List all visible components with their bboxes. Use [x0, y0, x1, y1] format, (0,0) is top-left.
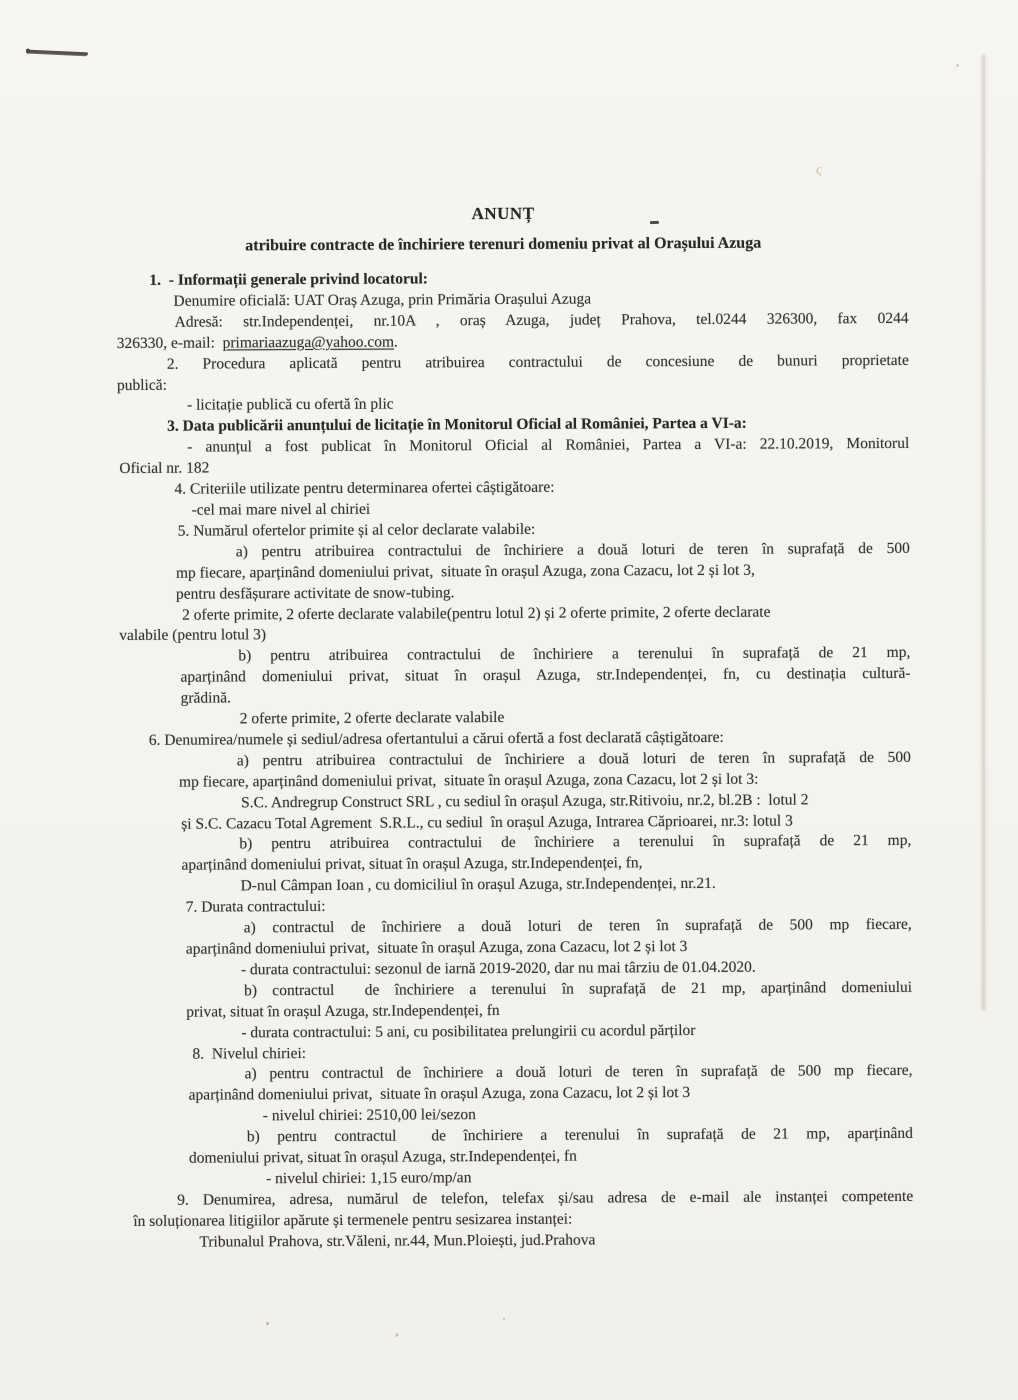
document-title: ANUNȚ [471, 203, 535, 224]
doc-line: 6. Denumirea/numele și sediul/adresa ofertantului a cărui ofertă a fost declarată câștigătoare: [148, 728, 724, 749]
doc-line: 2 oferte primite, 2 oferte declarate valabile [239, 709, 505, 728]
doc-line: Oficial nr. 182 [119, 459, 210, 478]
doc-line: b) pentru contractul de închiriere a terenului în suprafață de 21 mp, aparținând [246, 1124, 913, 1146]
scan-speck [503, 1318, 505, 1320]
doc-line: 1. - Informații generale privind locatorul: [149, 270, 428, 289]
doc-line: b) pentru atribuirea contractului de închiriere a terenului în suprafață de 21 mp, [238, 644, 911, 665]
doc-line: 2. Procedura aplicată pentru atribuirea contractului de concesiune de bunuri proprietate [166, 351, 909, 373]
doc-line: 9. Denumirea, adresa, numărul de telefon, telefax și/sau adresa de e-mail ale instanței competente [177, 1187, 914, 1209]
doc-line: 5. Numărul ofertelor primite și al celor declarate valabile: [177, 520, 536, 540]
doc-line: -cel mai mare nivel al chiriei [191, 500, 371, 519]
doc-line: S.C. Andregrup Construct SRL , cu sediul în orașul Azuga, str.Ritivoiu, nr.2, bl.2B : lotul 2 [241, 791, 809, 812]
doc-line: - durata contractului: sezonul de iarnă 2019-2020, dar nu mai târziu de 01.04.2020. [240, 958, 756, 979]
doc-line: domeniului privat, situat în orașul Azuga, str.Independenței, fn [188, 1147, 577, 1167]
doc-line: grădină. [180, 689, 231, 707]
doc-line: aparținând domeniului privat, situate în orașul Azuga, zona Cazacu, lot 2 și lot 3 [188, 1084, 691, 1104]
email-address: primariaazuga@yahoo.com [222, 333, 395, 352]
doc-line: a) pentru atribuirea contractului de închiriere a două loturi de teren în suprafață de 500 [236, 748, 911, 770]
doc-line: 3. Data publicării anunțului de licitație în Monitorul Oficial al României, Partea a VI-a: [167, 415, 747, 436]
doc-line: - nivelul chiriei: 2510,00 lei/sezon [262, 1106, 476, 1125]
scan-speck [956, 64, 959, 67]
doc-line: - nivelul chiriei: 1,15 euro/mp/an [266, 1169, 472, 1188]
doc-line: D-nul Câmpan Ioan , cu domiciliul în orașul Azuga, str.Independenței, nr.21. [240, 875, 716, 895]
doc-line: a) pentru atribuirea contractului de închiriere a două loturi de teren în suprafață de 500 [235, 539, 910, 561]
email-line-prefix: 326330, e-mail: [116, 334, 223, 352]
doc-line: mp fiecare, aparținând domeniului privat, situate în orașul Azuga, zona Cazacu, lot 2 și lot 3: [178, 770, 759, 791]
document-subtitle: atribuire contracte de închiriere terenuri domeniu privat al Orașului Azuga [245, 234, 762, 255]
doc-line: aparținând domeniului privat, situat în orașul Azuga, str.Independenței, fn, cu destinația cultură- [180, 665, 911, 686]
doc-line: - anunțul a fost publicat în Monitorul Oficial al României, Partea a VI-a: 22.10.2019, Monitorul [187, 435, 910, 456]
doc-line: privat, situat în orașul Azuga, str.Independenței, fn [186, 1001, 500, 1021]
doc-line: Denumire oficială: UAT Oraș Azuga, prin Primăria Orașului Azuga [173, 290, 592, 310]
doc-line: 4. Criteriile utilizate pentru determinarea ofertei câștigătoare: [174, 478, 555, 498]
doc-line: 7. Durata contractului: [185, 898, 326, 916]
doc-line: - licitație publică cu ofertă în plic [187, 395, 394, 415]
scan-speck [395, 1333, 399, 1337]
doc-line: și S.C. Cazacu Total Agrement S.R.L., cu sediul în orașul Azuga, Intrarea Căprioarei, nr.3: lotul 3 [181, 812, 793, 833]
doc-line: 2 oferte primite, 2 oferte declarate valabile(pentru lotul 2) și 2 oferte primite, 2 oferte declarate [182, 603, 771, 624]
doc-line: a) contractul de închiriere a două loturi de teren în suprafață de 500 mp fiecare, [243, 915, 912, 937]
doc-line: a) pentru contractul de închiriere a două loturi de teren în suprafață de 500 mp fiecare, [244, 1062, 913, 1083]
doc-line: valabile (pentru lotul 3) [119, 626, 267, 645]
doc-line: mp fiecare, aparținând domeniului privat, situate în orașul Azuga, zona Cazacu, lot 2 și lot 3, [175, 561, 755, 582]
email-line-suffix: . [393, 333, 398, 351]
document-lines [116, 267, 913, 1254]
doc-line: aparținând domeniului privat, situat în orașul Azuga, str.Independenței, fn, [181, 854, 643, 875]
scan-speck [266, 1322, 269, 1325]
doc-line: - durata contractului: 5 ani, cu posibilitatea prelungirii cu acordul părților [241, 1021, 696, 1041]
doc-line: Adresă: str.Independenței, nr.10A , oraș Azuga, județ Prahova, tel.0244 326300, fax 0244 [174, 309, 909, 331]
doc-line: în soluționarea litigiilor apărute și termenele pentru sesizarea instanței: [133, 1210, 573, 1230]
pen-mark-artifact [28, 50, 88, 56]
doc-line: aparținând domeniului privat, situate în orașul Azuga, zona Cazacu, lot 2 și lot 3 [185, 938, 688, 958]
doc-line: Tribunalul Prahova, str.Văleni, nr.44, Mun.Ploiești, jud.Prahova [199, 1231, 596, 1251]
doc-line: pentru desfășurare activitate de snow-tubing. [175, 583, 455, 603]
doc-line: b) contractul de închiriere a terenului în suprafață de 21 mp, aparținând domeniului [244, 978, 913, 1000]
document-body [116, 202, 913, 1254]
scan-squiggle-artifact: ς [814, 161, 824, 179]
doc-line: 8. Nivelul chiriei: [192, 1044, 307, 1063]
doc-line: publică: [116, 376, 167, 394]
doc-line: b) pentru atribuirea contractului de închiriere a terenului în suprafață de 21 mp, [239, 832, 912, 853]
scan-edge-shadow [982, 55, 985, 1010]
